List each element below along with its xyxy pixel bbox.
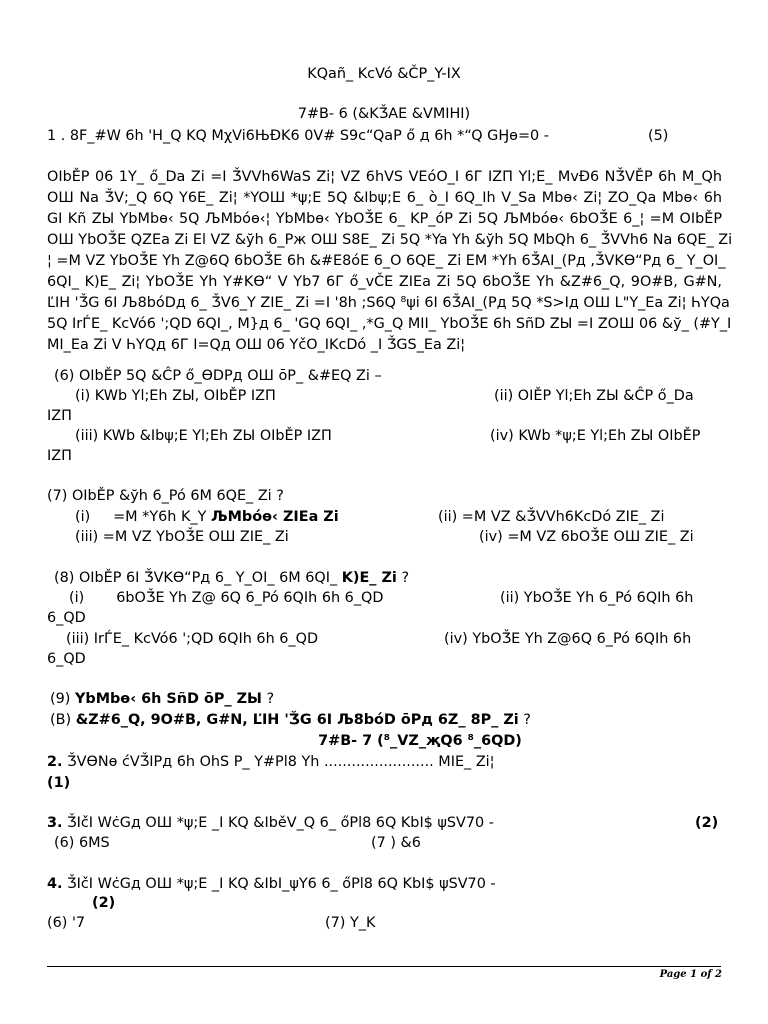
question-3-option-a: (6) 6MS — [54, 835, 110, 851]
question-3-option-b: (7 ) &6 — [371, 835, 421, 851]
page-number: Page 1 of 2 — [659, 969, 722, 980]
passage-line: 5Q IrЃE_ KcVó6 ';QD 6QI_, M}д 6_ 'GQ 6QI_ ,*G_Q MII_ YbOǮE 6h SñD ZЫ =I ZOШ 06 &ў_ (#Y_I — [47, 316, 732, 332]
question-4-marks: (2) — [92, 895, 116, 911]
question-1-line: 1 . 8F_#W 6h 'H_Q KQ MχVi6ЊĐK6 0V# S9c“QaP ő д 6h *“Q GӇɵ=0 - — [47, 128, 549, 144]
question-7-stem: (7) OIbĚP &ўh 6_Pó 6M 6QE_ Zi ? — [47, 488, 284, 504]
stem-text: (8) OIbĚP 6I ǮVKϴ“Pд 6_ Y_OI_ 6M 6QI_ — [54, 570, 342, 586]
question-number: (9) — [50, 691, 75, 707]
stem-end: ? — [396, 570, 410, 586]
question-end: ? — [261, 691, 275, 707]
question-7-option-ii: (ii) =M VZ &ǮVVh6KcDó ZIE_ Zi — [438, 509, 665, 525]
paper-title: KQañ_ KcVó &ČP_Y-IX — [307, 66, 461, 82]
passage-line: GI Kñ ZЫ YbMbɵ‹ 5Q ЉMbóɵ‹¦ YbMbɵ‹ YbOǮE 6_ KP_óP Zi 5Q ЉMbóɵ‹ 6bOǮE 6_¦ =M OIbĚP — [47, 211, 722, 227]
option-number: (i) — [75, 509, 91, 525]
question-text: ǮIčI WċGд OШ *ψ;E _I KQ &IbI_ψY6 6_ őPl8 6Q KbI$ ψSV70 - — [62, 876, 496, 892]
question-6-option-ii: (ii) OIĚP Yl;Eh ZЫ &ĈP ő_Da — [494, 388, 694, 404]
question-end: ? — [518, 712, 531, 728]
question-6-option-i: (i) KWb Yl;Eh ZЫ, OIbĚP IZП — [75, 388, 276, 404]
passage-line: OШ Na ǮV;_Q 6Q Y6E_ Zi¦ *YOШ *ψ;E 5Q &Ibψ;E 6_ ò_I 6Q_Ih V_Sa Mbɵ‹ Zi¦ ZO_Qa Mbɵ‹ 6h — [47, 190, 722, 206]
question-9 — [50, 689, 274, 709]
question-8-option-iii: (iii) IrЃE_ KcVó6 ';QD 6QIh 6h 6_QD — [66, 631, 319, 647]
question-6-option-iv-wrap: IZП — [47, 448, 72, 464]
question-8-option-ii-wrap: 6_QD — [47, 610, 86, 626]
question-number: (B) — [50, 712, 76, 728]
question-6-stem: (6) OIbĚP 5Q &ĈP ő_ӨDPд OШ ōP_ &#EQ Zi – — [54, 368, 382, 384]
question-7-option-iii: (iii) =M VZ YbOǮE OШ ZIE_ Zi — [75, 529, 289, 545]
question-8-option-ii: (ii) YbOǮE Yh 6_Pó 6QIh 6h — [500, 590, 694, 606]
passage-line: ĽIH 'ǮG 6I Љ8bóDд 6_ ǮV6_Y ZIE_ Zi =I '8h ;S6Q ⁸ψi 6I 6ǮAI_(Pд 5Q *S>Iд OШ L"Y_Ea Zi¦ ҺYQa — [47, 295, 730, 311]
question-8-option-iv-wrap: 6_QD — [47, 651, 86, 667]
stem-bold: K)E_ Zi — [341, 570, 397, 586]
question-3 — [47, 813, 494, 833]
question-4-option-a: (6) '7 — [47, 915, 86, 931]
question-text: YbMbɵ‹ 6h SñD ōP_ ZЫ — [74, 691, 262, 707]
question-7-option-iv: (iv) =M VZ 6bOǮE OШ ZIE_ Zi — [479, 529, 694, 545]
question-2-marks: (1) — [47, 775, 71, 791]
footer-rule — [47, 966, 721, 967]
option-text-bold: ЉMbóɵ‹ ZIEa Zi — [211, 509, 339, 525]
question-1-marks: (5) — [648, 128, 669, 144]
question-8-option-i — [69, 588, 383, 608]
reading-passage — [47, 167, 733, 356]
option-text: =M *Y6h K_Y — [113, 509, 211, 525]
option-text: 6bOǮE Yh Z@ 6Q 6_Pó 6QIh 6h 6_QD — [116, 590, 384, 606]
question-number: 2. — [47, 754, 63, 770]
section-b-heading: 7#B- 7 (⁸_VZ_җQ6 ⁸_6QD) — [318, 733, 522, 749]
option-number: (i) — [69, 590, 85, 606]
question-2 — [47, 752, 495, 772]
question-4 — [47, 874, 496, 894]
question-8-option-iv: (iv) YbOǮE Yh Z@6Q 6_Pó 6QIh 6h — [444, 631, 692, 647]
passage-line: OIbĚP 06 1Y_ ő_Da Zi =I ǮVVh6WaS Zi¦ VZ 6hVS VEóO_I 6Г IZП Yl;E_ MvÐ6 NǮVĚP 6h M_Qh — [47, 169, 722, 185]
question-6-option-iii: (iii) KWb &Ibψ;E Yl;Eh ZЫ OIbĚP IZП — [75, 428, 332, 444]
passage-line: OШ YbOǮE QZEa Zi El VZ &ўh 6_Рж OШ S8E_ Zi 5Q *Ya Yh &ўh 5Q MbQh 6_ ǮVVh6 Na 6QE_ Zi — [47, 232, 733, 248]
question-8-stem — [54, 568, 409, 588]
question-number: 3. — [47, 815, 63, 831]
passage-line: ¦ =M VZ YbOǮE Yh Z@6Q 6bOǮE 6h &#E8óE 6_O 6QE_ Zi EM *Yh 6ǮAI_(Pд ,ǮVKϴ“Pд 6_ Y_OI_ — [47, 253, 726, 269]
passage-line: 6QI_ K)E_ Zi¦ YbOǮE Yh Y#Kϴ“ V Yb7 6Г ő_vČE ZIEa Zi 5Q 6bOǮE Yh &Z#6_Q, 9O#B, G#N, — [47, 274, 722, 290]
question-7-option-i — [75, 507, 339, 527]
question-b — [50, 710, 531, 730]
question-3-marks: (2) — [695, 815, 719, 831]
question-6-option-iv: (iv) KWb *ψ;E Yl;Eh ZЫ OIbĚP — [490, 428, 701, 444]
section-a-heading: 7#B- 6 (&KǮAE &VMIHI) — [297, 106, 471, 122]
question-6-option-ii-wrap: IZП — [47, 408, 72, 424]
passage-line: MI_Ea Zi V ҺYQд 6Г I=Qд OШ 06 YčO_IKcDó _I ǮGS_Ea Zi¦ — [47, 337, 466, 353]
question-4-option-b: (7) Y_K — [325, 915, 376, 931]
question-text: ǮIčI WċGд OШ *ψ;E _I KQ &IběV_Q 6_ őPl8 6Q KbI$ ψSV70 - — [62, 815, 494, 831]
question-text: &Z#6_Q, 9O#B, G#N, ĽIH 'ǮG 6I Љ8bóD ōPд 6Z_ 8P_ Zi — [75, 712, 519, 728]
question-text: ǮVӨNɵ ćVǮIPд 6h OhS P_ Y#Pl8 Yh ........................ MIE_ Zi¦ — [62, 754, 495, 770]
question-number: 4. — [47, 876, 63, 892]
